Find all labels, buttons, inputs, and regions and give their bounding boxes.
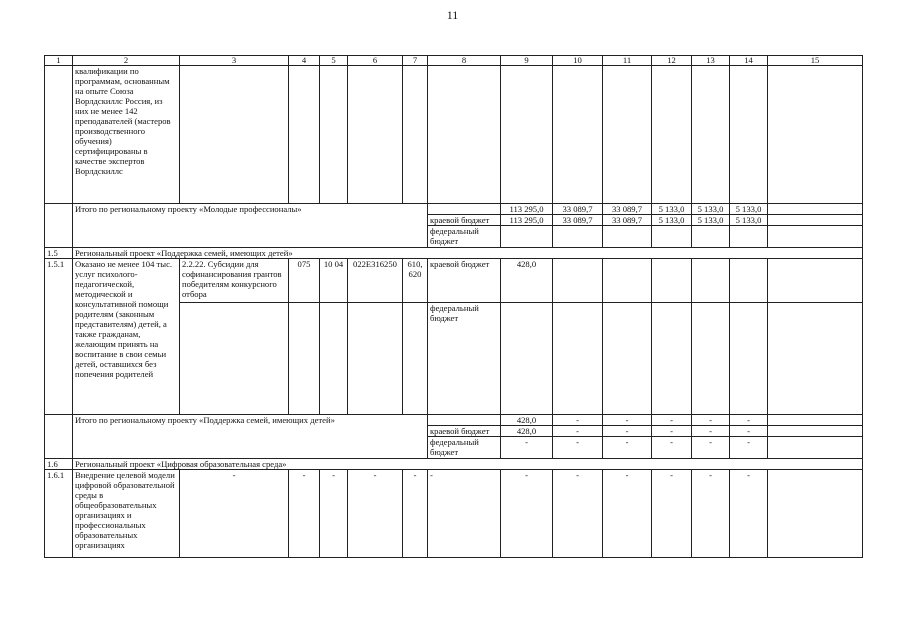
regional-value: - [692,426,730,437]
budget-source: краевой бюджет [428,426,501,437]
regional-value: 33 089,7 [553,215,603,226]
total-value: - [553,415,603,426]
regional-value: 113 295,0 [501,215,553,226]
col-header: 13 [692,56,730,66]
col-header: 7 [403,56,428,66]
col-header: 10 [553,56,603,66]
col-header: 3 [180,56,289,66]
total-value: 33 089,7 [553,204,603,215]
row-value: - [553,470,603,558]
row-code: - [428,470,501,558]
row-number: 1.6.1 [45,470,73,558]
budget-table [44,55,863,558]
row-value: - [652,470,692,558]
regional-value: 5 133,0 [692,215,730,226]
regional-value: 33 089,7 [603,215,652,226]
budget-source: федеральный бюджет [428,437,501,459]
section-number: 1.5 [45,248,73,259]
total-value: - [603,415,652,426]
total-label: Итого по региональному проекту «Поддержка семей, имеющих детей» [73,415,428,459]
total-value: - [730,415,768,426]
total-value: 33 089,7 [603,204,652,215]
table-row [45,415,863,426]
column-number-row [45,56,863,66]
col-header: 2 [73,56,180,66]
regional-value: - [652,426,692,437]
col-header: 5 [320,56,348,66]
col-header: 8 [428,56,501,66]
col-header: 9 [501,56,553,66]
col-header: 15 [768,56,863,66]
row-code: 610, 620 [403,259,428,303]
row-code: - [289,470,320,558]
federal-value: - [553,437,603,459]
table-row [45,66,863,204]
page-number: 11 [446,8,459,22]
regional-value: 428,0 [501,259,553,303]
row-code: - [320,470,348,558]
row-code: - [403,470,428,558]
total-value: - [652,415,692,426]
col-header: 11 [603,56,652,66]
col-header: 6 [348,56,403,66]
section-number: 1.6 [45,459,73,470]
row-number: 1.5.1 [45,259,73,415]
budget-source: краевой бюджет [428,259,501,303]
total-value: 5 133,0 [652,204,692,215]
budget-source: краевой бюджет [428,215,501,226]
row-measure: 2.2.22. Субсидии для софинансирования грантов победителям конкурсного отбора [180,259,289,303]
total-value: 5 133,0 [692,204,730,215]
row-code: - [348,470,403,558]
regional-value: - [730,426,768,437]
row-description: Внедрение целевой модели цифровой образовательной среды в общеобразовательных организациях и профессиональных образовательных организациях [73,470,180,558]
col-header: 12 [652,56,692,66]
section-title: Региональный проект «Цифровая образовательная среда» [73,459,863,470]
col-header: 1 [45,56,73,66]
total-value: 428,0 [501,415,553,426]
col-header: 4 [289,56,320,66]
regional-value: 5 133,0 [730,215,768,226]
row-description: квалификации по программам, основанным на опыте Союза Ворлдскиллс Россия, из них не менее 142 преподавателей (мастеров производственного обучения) сертифицированы в качестве экспертов Ворлдскиллс [73,66,180,204]
budget-source: федеральный бюджет [428,226,501,248]
table-row [45,259,863,303]
section-row [45,459,863,470]
row-description: Оказано не менее 104 тыс. услуг психолого-педагогической, методической и консультативной помощи родителям (законным представителям) детей, а также гражданам, желающим принять на воспитание в свои семьи детей, оставшихся без попечения родителей [73,259,180,415]
row-code: 075 [289,259,320,303]
row-value: - [501,470,553,558]
row-code: 022E316250 [348,259,403,303]
regional-value: 5 133,0 [652,215,692,226]
table-row [45,470,863,558]
federal-value: - [652,437,692,459]
total-label: Итого по региональному проекту «Молодые профессионалы» [73,204,428,248]
regional-value: - [553,426,603,437]
federal-value: - [730,437,768,459]
regional-value: - [603,426,652,437]
federal-value: - [692,437,730,459]
regional-value: 428,0 [501,426,553,437]
row-code: 10 04 [320,259,348,303]
row-code: - [180,470,289,558]
col-header: 14 [730,56,768,66]
federal-value: - [603,437,652,459]
budget-source: федеральный бюджет [428,303,501,415]
total-value: 113 295,0 [501,204,553,215]
total-value: 5 133,0 [730,204,768,215]
table-row [45,204,863,215]
row-value: - [603,470,652,558]
federal-value: - [501,437,553,459]
row-value: - [730,470,768,558]
section-row [45,248,863,259]
row-value: - [692,470,730,558]
section-title: Региональный проект «Поддержка семей, имеющих детей» [73,248,863,259]
total-value: - [692,415,730,426]
